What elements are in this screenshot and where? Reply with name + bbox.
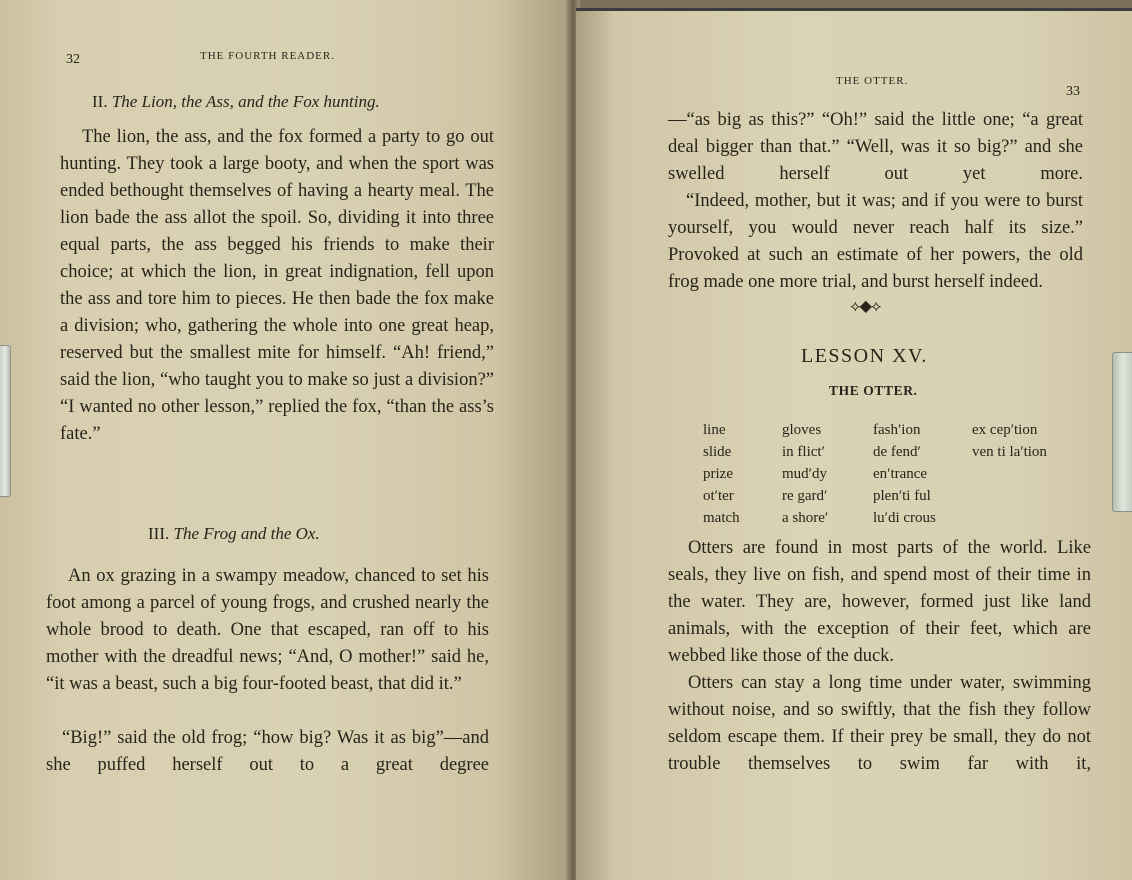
vocab-word: ex cep′tion	[972, 422, 1038, 438]
section-name: The Frog and the Ox.	[173, 524, 320, 543]
vocab-word: in flict′	[782, 444, 825, 460]
fable-lion-text: The lion, the ass, and the fox formed a party to go out hunting. They took a large booty, and when the sport was ended bethought themselves of having a hearty meal. The lion bade the ass allot the spoil. So, dividing it into three equal parts, the ass begged his friends to make their choice; at which the lion, in great indignation, fell upon the ass and tore him to pieces. He then bade the fox make a division; who, gathering the whole into one great heap, reserved but the smallest mite for himself. “Ah! friend,” said the lion, “who taught you to make so just a division?” “I wanted no other lesson,” replied the fox, “than the ass’s fate.”	[60, 127, 494, 444]
vocab-word: fash′ion	[873, 422, 921, 438]
right-page	[576, 8, 1132, 880]
left-page-tab	[0, 345, 11, 497]
frog-ending: “Indeed, mother, but it was; and if you were to burst yourself, you would never reach half its size.” Provoked at such an estimate of her powers, the old frog made one more trial, and burst herself indeed.	[668, 191, 1083, 292]
vocab-word: ot′ter	[703, 488, 734, 504]
frog-continuation: —“as big as this?” “Oh!” said the little one; “a great deal bigger than that.” “Well, was it so big?” and she swelled herself out yet more.	[668, 110, 1083, 184]
lesson-title: LESSON XV.	[801, 345, 928, 367]
vocab-word: ven ti la′tion	[972, 444, 1047, 460]
ornament-divider: ⟡◆⟡	[850, 298, 881, 315]
otter-paragraph-2: Otters can stay a long time under water, swimming without noise, and so swiftly, that the fish they follow seldom escape them. If their prey be small, they do not trouble themselves to swim far with it,	[668, 673, 1091, 774]
section-title-lion	[92, 92, 380, 112]
vocabulary-column-2	[782, 419, 828, 529]
running-head: THE OTTER.	[836, 75, 909, 87]
vocab-word: slide	[703, 444, 732, 460]
vocab-word: plen′ti ful	[873, 488, 931, 504]
lesson-subtitle: THE OTTER.	[829, 383, 918, 398]
page-number: 33	[1066, 84, 1080, 99]
section-name: The Lion, the Ass, and the Fox hunting.	[111, 92, 380, 111]
vocab-word: prize	[703, 466, 733, 482]
page-number: 32	[66, 52, 80, 67]
section-number: III.	[148, 524, 170, 543]
vocab-word: en′trance	[873, 466, 928, 482]
vocab-word: re gard′	[782, 488, 828, 504]
section-title-frog	[148, 524, 320, 544]
running-head: THE FOURTH READER.	[200, 50, 335, 62]
vocab-word: mud′dy	[782, 466, 827, 482]
section-number: II.	[92, 92, 108, 111]
vocab-word: a shore′	[782, 510, 829, 526]
fable-frog-paragraph-2: “Big!” said the old frog; “how big? Was it as big”—and she puffed herself out to a great degree	[46, 728, 489, 775]
vocab-word: gloves	[782, 422, 822, 438]
vocab-word: line	[703, 422, 726, 438]
vocabulary-column-1	[703, 419, 740, 529]
fable-frog-paragraph-1: An ox grazing in a swampy meadow, chanced to set his foot among a parcel of young frogs, and crushed nearly the whole brood to death. One that escaped, ran off to his mother with the dreadful news; “And, O mother!” said he, “it was a beast, such a big four-footed beast, that did it.”	[46, 566, 489, 694]
vocab-word: lu′di crous	[873, 510, 936, 526]
vocab-word: match	[703, 510, 740, 526]
vocabulary-column-3	[873, 419, 936, 529]
right-page-tab	[1112, 352, 1132, 512]
vocab-word: de fend′	[873, 444, 921, 460]
vocabulary-column-4	[972, 419, 1047, 463]
otter-paragraph-1: Otters are found in most parts of the world. Like seals, they live on fish, and spend most of their time in the water. They are, however, formed just like land animals, with the exception of their feet, which are webbed like those of the duck.	[668, 538, 1091, 666]
